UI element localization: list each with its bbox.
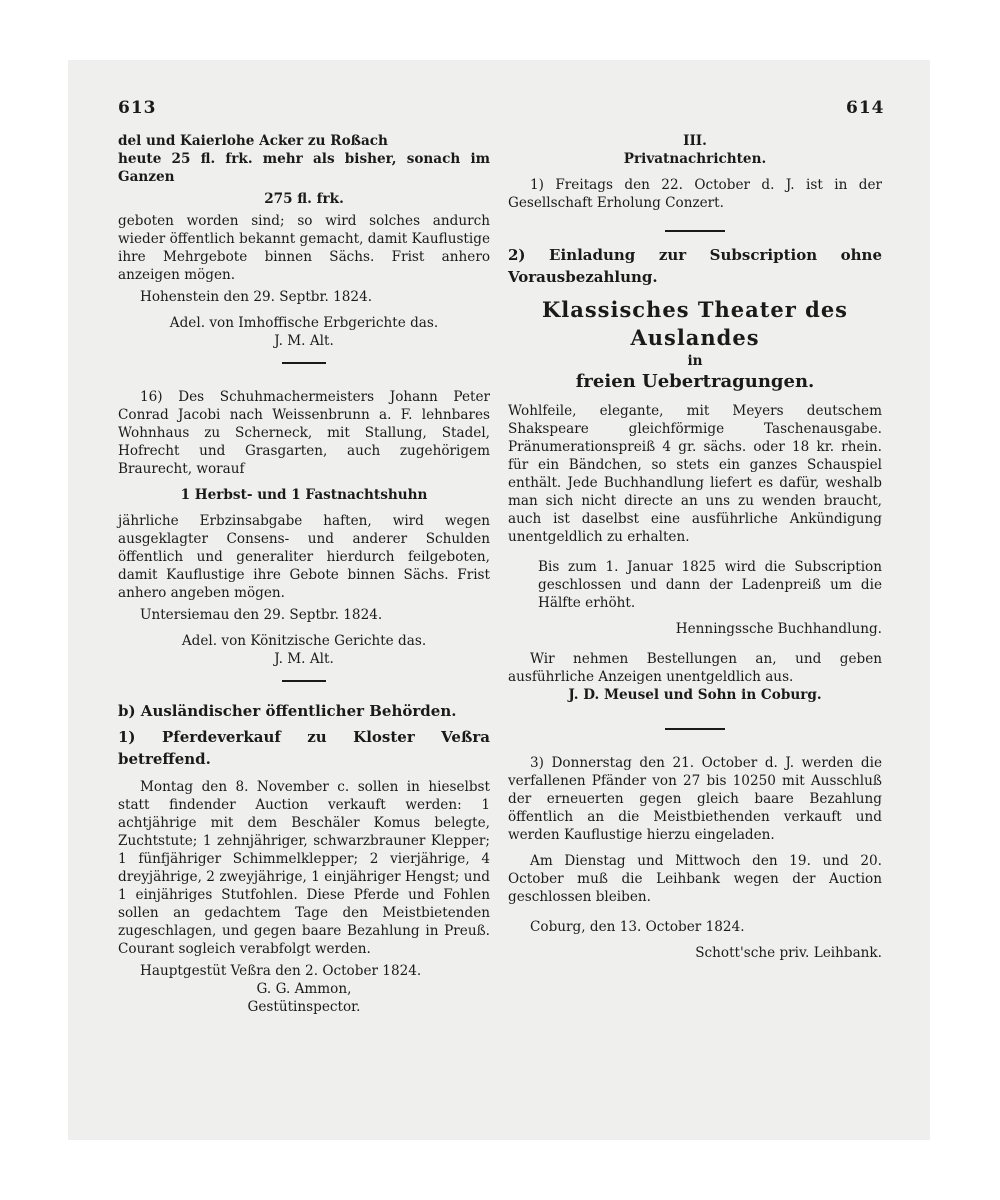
item-16-text-cont: jährliche Erbzinsabgabe haften, wird wegen ausgeklagter Consens- und anderer Schulden öffentlich und generaliter hierdurch feilgeboten, damit Kauflustige ihre Gebote binnen Sächs. Frist anhero angeben mögen. — [118, 513, 490, 601]
continuation-text: geboten worden sind; so wird solches andurch wieder öffentlich bekannt gemacht, damit Kauflustige ihre Mehrgebote binnen Sächs. Frist anhero anzeigen mögen. — [118, 213, 490, 283]
item-2-heading: 2) Einladung zur Subscription ohne Vorausbezahlung. — [508, 246, 882, 286]
place-date-coburg: Coburg, den 13. October 1824. — [530, 919, 745, 935]
signature-ammon: G. G. Ammon, — [256, 981, 352, 997]
section-b-heading: b) Ausländischer öffentlicher Behörden. — [118, 702, 457, 720]
signature-koenitz-court: Adel. von Könitzische Gerichte das. — [181, 633, 427, 649]
item-3-closure-note: Am Dienstag und Mittwoch den 19. und 20. October muß die Leihbank wegen der Auction geschlossen bleiben. — [508, 853, 882, 905]
item-2-subscription-note: Bis zum 1. Januar 1825 wird die Subscription geschlossen und dann der Ladenpreiß um die Hälfte erhöht. — [538, 559, 882, 611]
left-column — [118, 132, 490, 1016]
section-number: III. — [683, 133, 707, 149]
item-3-pawn-sale: 3) Donnerstag den 21. October d. J. werden die verfallenen Pfänder von 27 bis 10250 mit Ausschluß der erneuerten gegen gleich baare Bezahlung öffentlich an die Meistbiethenden verkauft und werden Kauflustige hierzu eingeladen. — [508, 755, 882, 843]
place-date-vessra: Hauptgestüt Veßra den 2. October 1824. — [140, 963, 422, 979]
section-title: Privatnachrichten. — [623, 151, 767, 167]
horse-sale-text: Montag den 8. November c. sollen in hieselbst statt findender Auction verkauft werden: 1 achtjährige mit dem Beschäler Komus belegte, Zuchtstute; 1 zehnjähriger, schwarzbrauner Klepper; 1 fünfjähriger Schimmelklepper; 2 vierjährige, 4 dreyjährige, 2 zweyjährige, 1 einjähriger Hengst; und 1 einjähriges Stutfohlen. Diese Pferde und Fohlen sollen an gedachtem Tage den Meistbietenden zugeschlagen, und gegen baare Bezahlung in Preuß. Courant sogleich verabfolgt werden. — [118, 779, 490, 957]
continuation-line-1: del und Kaierlohe Acker zu Roßach — [118, 133, 388, 149]
item-2-signature: Henningssche Buchhandlung. — [675, 621, 882, 637]
item-2-description: Wohlfeile, elegante, mit Meyers deutschem Shakspeare gleichförmige Taschenausgabe. Pränumerationspreiß 4 gr. sächs. oder 18 kr. rhein. für ein Bändchen, so stets ein ganzes Schauspiel enthält. Jede Buchhandlung liefert es dafür, weshalb man sich nicht directe an uns zu wenden braucht, auch ist daselbst eine ausführliche Ankündigung unentgeldlich zu erhalten. — [508, 403, 882, 545]
item-16-text: 16) Des Schuhmachermeisters Johann Peter Conrad Jacobi nach Weissenbrunn a. F. lehnbares Wohnhaus zu Scherneck, mit Stallung, Stadel, Hofrecht und Grasgarten, auch zugehörigem Braurecht, worauf — [118, 389, 490, 477]
signature-alt-1: J. M. Alt. — [274, 333, 334, 349]
page-number-left: 613 — [118, 98, 157, 118]
continuation-line-2: heute 25 fl. frk. mehr als bisher, sonach im Ganzen — [118, 151, 490, 185]
item-2-orders: Wir nehmen Bestellungen an, und geben ausführliche Anzeigen unentgeldlich aus. — [508, 651, 882, 685]
divider-rule — [665, 230, 725, 232]
theater-title-in: in — [687, 353, 703, 369]
item-16-tax-line: 1 Herbst- und 1 Fastnachtshuhn — [180, 487, 428, 503]
signature-alt-2: J. M. Alt. — [274, 651, 334, 667]
signature-title: Gestütinspector. — [247, 999, 361, 1015]
divider-rule — [282, 680, 326, 682]
item-2-firm: J. D. Meusel und Sohn in Coburg. — [568, 687, 822, 703]
horse-sale-heading: 1) Pferdeverkauf zu Kloster Veßra betreffend. — [118, 728, 490, 768]
theater-title: Klassisches Theater des Auslandes — [542, 297, 848, 350]
signature-imhoff-court: Adel. von Imhoffische Erbgerichte das. — [169, 315, 439, 331]
place-date-untersiemau: Untersiemau den 29. Septbr. 1824. — [140, 607, 383, 623]
divider-rule — [665, 728, 725, 730]
place-date-hohenstein: Hohenstein den 29. Septbr. 1824. — [140, 289, 373, 305]
page-number-right: 614 — [846, 98, 885, 118]
right-column — [508, 132, 882, 962]
amount-line: 275 fl. frk. — [264, 191, 344, 207]
item-1-concert: 1) Freitags den 22. October d. J. ist in der Gesellschaft Erholung Conzert. — [508, 177, 882, 211]
divider-rule — [282, 362, 326, 364]
signature-leihbank: Schott'sche priv. Leihbank. — [695, 945, 882, 961]
theater-subtitle: freien Uebertragungen. — [575, 371, 815, 392]
